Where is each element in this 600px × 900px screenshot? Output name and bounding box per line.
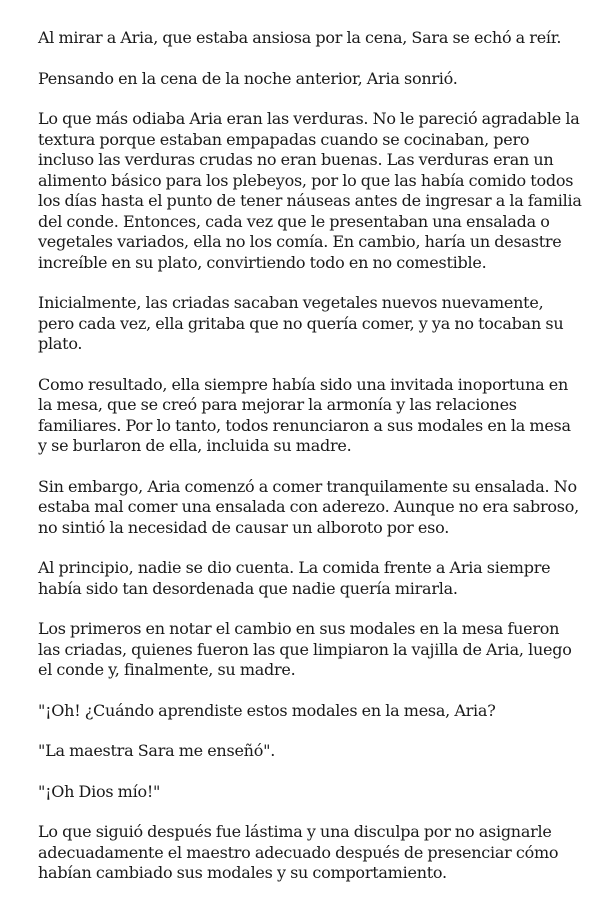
paragraph-final: Lo que siguió después fue lástima y una disculpa por no asignarle adecuadamente el maestro adecuado después de presenciar cómo habían cambiado sus modales y su comportamiento. xyxy=(38,822,559,882)
paragraph-8: Los primeros en notar el cambio en sus modales en la mesa fueron las criadas, quienes fueron las que limpiaron la vajilla de Aria, luego el conde y, finalmente, su madre. xyxy=(38,619,572,679)
paragraph-6: Sin embargo, Aria comenzó a comer tranquilamente su ensalada. No estaba mal comer una ensalada con aderezo. Aunque no era sabroso, no sintió la necesidad de causar un alboroto por eso. xyxy=(38,476,579,537)
paragraph-4: Inicialmente, las criadas sacaban vegetales nuevos nuevamente, pero cada vez, ella gritaba que no quería comer, y ya no tocaban su plato. xyxy=(38,293,564,353)
paragraph-2: Pensando en la cena de la noche anterior, Aria sonrió. xyxy=(38,68,458,88)
paragraph-1: Al mirar a Aria, que estaba ansiosa por la cena, Sara se echó a reír. xyxy=(38,28,562,47)
paragraph-5: Como resultado, ella siempre había sido una invitada inoportuna en la mesa, que se creó para mejorar la armonía y las relaciones familiares. Por lo tanto, todos renunciaron a sus modales en la mesa y se burlaron de ella, incluida su madre. xyxy=(38,374,571,455)
dialogue-line-3: "¡Oh Dios mío!" xyxy=(38,781,161,801)
dialogue-line-2: "La maestra Sara me enseñó". xyxy=(38,741,276,760)
paragraph-7: Al principio, nadie se dio cuenta. La comida frente a Aria siempre había sido tan desordenada que nadie quería mirarla. xyxy=(38,558,551,598)
dialogue-line-1: "¡Oh! ¿Cuándo aprendiste estos modales en la mesa, Aria? xyxy=(38,700,496,720)
paragraph-3: Lo que más odiaba Aria eran las verduras. No le pareció agradable la textura porque estaban empapadas cuando se cocinaban, pero incluso las verduras crudas no eran buenas. Las verduras eran un alimento básico para los plebeyos, por lo que las había comido todos los días hasta el punto de tener náuseas antes de ingresar a la familia del conde. Entonces, cada vez que le presentaban una ensalada o vegetales variados, ella no los comía. En cambio, haría un desastre increíble en su plato, convirtiendo todo en no comestible. xyxy=(38,109,582,272)
